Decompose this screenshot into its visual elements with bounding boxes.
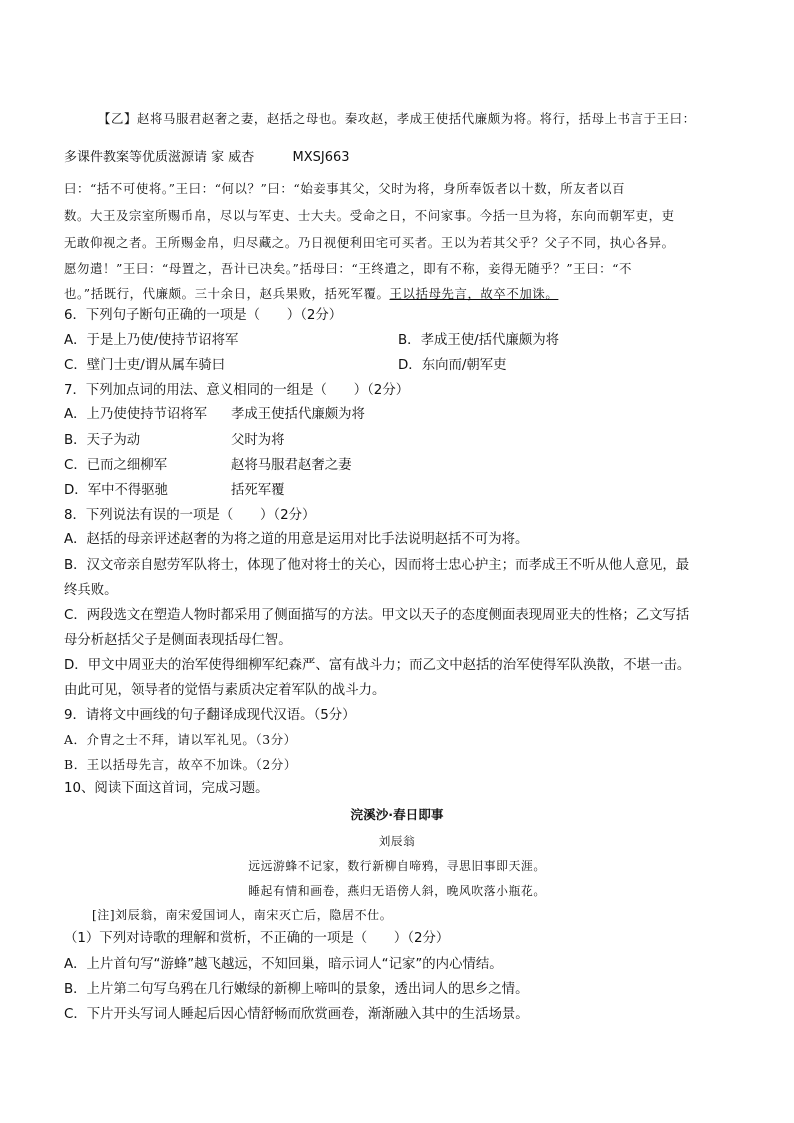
q10-sub1-option-b: B．上片第二句写乌鸦在几行嫩绿的新柳上啼叫的景象，透出词人的思乡之情。 [64, 982, 529, 997]
poem-note: [注]刘辰翁，南宋爱国词人，南宋灭亡后，隐居不仕。 [92, 908, 393, 922]
q9-item-b: B．王以括母先言，故卒不加诛。（2分） [64, 757, 297, 772]
q6-option-d: D．东向而/朝军吏 [398, 358, 507, 373]
q6-option-a: A．于是上乃使/使持节诏将军 [64, 333, 239, 348]
passage-b-line-6-text: 也。”括既行，代廉颇。三十余日，赵兵果败，括死军覆。 [64, 286, 390, 301]
watermark-code: MXSJ663 [292, 150, 350, 165]
q9-stem: 9．请将文中画线的句子翻译成现代汉语。（5分） [64, 708, 356, 723]
q10-sub1-stem: （1）下列对诗歌的理解和赏析，不正确的一项是（ ）（2分） [64, 931, 450, 946]
watermark-text [64, 149, 350, 167]
poem-title: 浣溪沙·春日即事 [350, 807, 444, 822]
q7-option-a-left: A．上乃使使持节诏将军 [64, 407, 208, 422]
q10-sub1-option-a: A．上片首句写“游蜂”越飞越远，不知回巢，暗示词人“记家”的内心情结。 [64, 957, 503, 972]
passage-b-line-5: 愿勿遣！”王曰：“母置之，吾计已决矣。”括母曰：“王终遣之，即有不称，妾得无随乎？”王曰：“不 [64, 261, 633, 276]
q6-stem: 6．下列句子断句正确的一项是（ ）（2分） [64, 308, 343, 323]
poem-line-1: 远远游蜂不记家，数行新柳自啼鸦，寻思旧事即天涯。 [248, 859, 546, 873]
q7-option-c-left: C．已而之细柳军 [64, 458, 168, 473]
poem-line-2: 睡起有情和画卷，燕归无语傍人斜，晚风吹落小瓶花。 [248, 884, 546, 898]
q7-stem: 7．下列加点词的用法、意义相同的一组是（ ）（2分） [64, 383, 410, 398]
q7-option-d-right: 括死军覆 [231, 483, 285, 498]
q6-option-c: C．壁门士吏/谓从属车骑曰 [64, 358, 226, 373]
q6-option-b: B．孝成王使/括代廉颇为将 [398, 333, 559, 348]
q8-option-b-line-2: 终兵败。 [64, 583, 118, 598]
passage-b-line-6 [64, 285, 558, 303]
q9-item-a: A．介胄之士不拜，请以军礼见。（3分） [64, 732, 297, 747]
q8-option-a: A．赵括的母亲评述赵奢的为将之道的用意是运用对比手法说明赵括不可为将。 [64, 532, 529, 547]
underlined-sentence: 王以括母先言，故卒不加诛。 [389, 286, 559, 301]
q7-option-b-left: B．天子为动 [64, 433, 141, 448]
poem-author: 刘辰翁 [378, 834, 416, 848]
q8-stem: 8．下列说法有误的一项是（ ）（2分） [64, 508, 316, 523]
q8-option-b-line-1: B．汉文帝亲自慰劳军队将士，体现了他对将士的关心，因而将士忠心护主；而孝成王不听从他人意见，最 [64, 558, 690, 573]
q8-option-c-line-1: C．两段选文在塑造人物时都采用了侧面描写的方法。甲文以天子的态度侧面表现周亚夫的性格；乙文写括 [64, 608, 690, 623]
q10-sub1-option-c: C．下片开头写词人睡起后因心情舒畅而欣赏画卷，渐渐融入其中的生活场景。 [64, 1007, 529, 1022]
q8-option-d-line-2: 由此可见，领导者的觉悟与素质决定着军队的战斗力。 [64, 683, 386, 698]
q7-option-d-left: D．军中不得驱驰 [64, 483, 169, 498]
q10-stem: 10、阅读下面这首词，完成习题。 [64, 781, 269, 796]
passage-b-line-2: 曰：“括不可使将。”王曰：“何以？”曰：“始妾事其父，父时为将，身所奉饭者以十数，所友者以百 [64, 181, 626, 196]
passage-b-line-1: 【乙】赵将马服君赵奢之妻，赵括之母也。秦攻赵，孝成王使括代廉颇为将。将行，括母上书言于王曰： [98, 111, 696, 126]
q7-option-c-right: 赵将马服君赵奢之妻 [231, 458, 352, 473]
passage-b-line-4: 无敢仰视之者。王所赐金帛，归尽藏之。乃日视便利田宅可买者。王以为若其父乎？父子不同，执心各异。 [64, 235, 675, 250]
q8-option-c-line-2: 母分析赵括父子是侧面表现括母仁智。 [64, 633, 292, 648]
q8-option-d-line-1: D．甲文中周亚夫的治军使得细柳军纪森严、富有战斗力；而乙文中赵括的治军使得军队涣散，不堪一击。 [64, 658, 691, 673]
q7-option-a-right: 孝成王使括代廉颇为将 [231, 407, 365, 422]
passage-b-line-3: 数。大王及宗室所赐币帛，尽以与军吏、士大夫。受命之日，不问家事。今括一旦为将，东向而朝军吏，吏 [64, 208, 675, 223]
q7-option-b-right: 父时为将 [231, 433, 285, 448]
watermark-promo: 多课件教案等优质滋源请 家 威杏 [64, 150, 255, 165]
